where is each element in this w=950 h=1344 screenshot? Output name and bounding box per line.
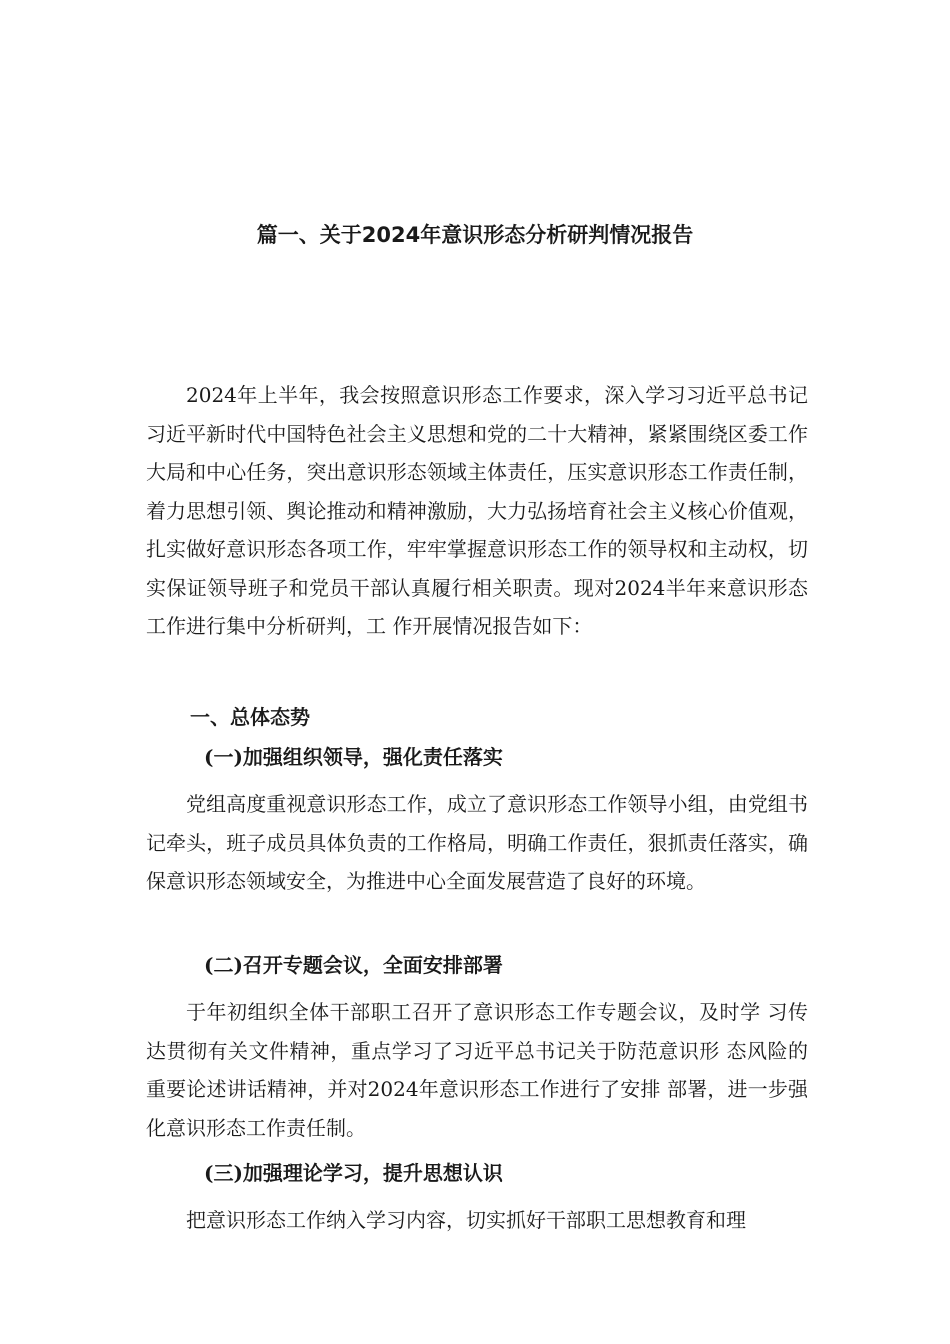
section-heading-overall-situation: 一、总体态势 bbox=[190, 705, 310, 729]
subsection-heading-3: (三)加强理论学习，提升思想认识 bbox=[204, 1161, 503, 1185]
subsection-paragraph-2: 于年初组织全体干部职工召开了意识形态工作专题会议，及时学 习传达贯彻有关文件精神，重点学习了习近平总书记关于防范意识形 态风险的重要论述讲话精神，并对2024年意识形态工作进行了安排 部署，进一步强化意识形态工作责任制。 bbox=[146, 1000, 808, 1140]
intro-paragraph: 2024年上半年，我会按照意识形态工作要求，深入学习习近平总书记习近平新时代中国特色社会主义思想和党的二十大精神，紧紧围绕区委工作大局和中心任务，突出意识形态领域主体责任，压实意识形态工作责任制，着力思想引领、舆论推动和精神激励，大力弘扬培育社会主义核心价值观，扎实做好意识形态各项工作，牢牢掌握意识形态工作的领导权和主动权，切实保证领导班子和党员干部认真履行相关职责。现对2024半年来意识形态工作进行集中分析研判，工 作开展情况报告如下： bbox=[146, 383, 808, 638]
subsection-paragraph-1: 党组高度重视意识形态工作，成立了意识形态工作领导小组，由党组书记牵头，班子成员具体负责的工作格局，明确工作责任，狠抓责任落实，确保意识形态领域安全，为推进中心全面发展营造了良好的环境。 bbox=[146, 792, 808, 893]
subsection-heading-2: (二)召开专题会议，全面安排部署 bbox=[204, 953, 503, 977]
document-title: 篇一、关于2024年意识形态分析研判情况报告 bbox=[256, 223, 694, 247]
subsection-paragraph-3: 把意识形态工作纳入学习内容，切实抓好干部职工思想教育和理 bbox=[186, 1208, 746, 1232]
subsection-heading-1: (一)加强组织领导，强化责任落实 bbox=[204, 745, 503, 769]
